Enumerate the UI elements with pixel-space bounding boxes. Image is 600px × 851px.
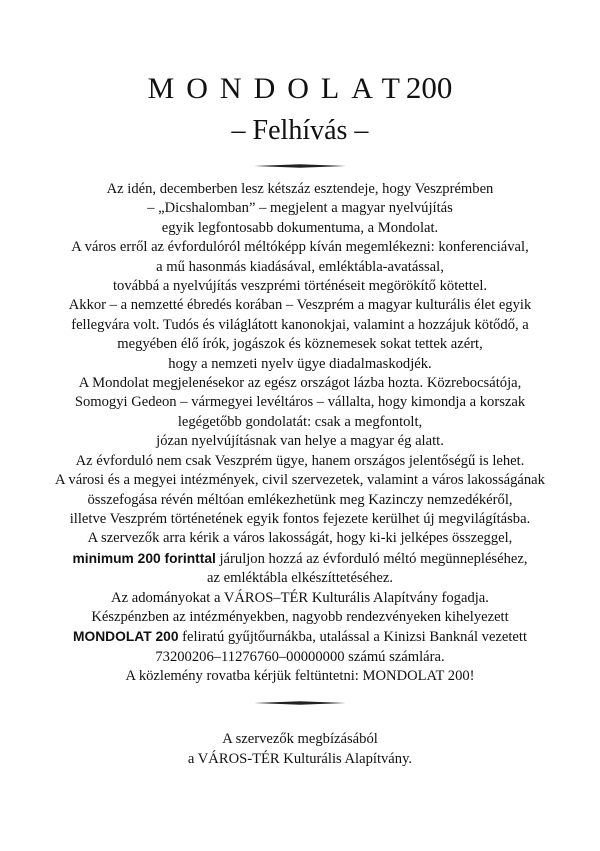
body-line: legégetőbb gondolatát: csak a megfontolt,	[177, 413, 423, 430]
title-number: 200	[405, 70, 453, 105]
body-line: Akkor – a nemzetté ébredés korában – Veszprém a magyar kulturális élet egyik	[68, 297, 532, 314]
body-line: Az évforduló nem csak Veszprém ügye, hanem országos jelentőségű is lehet.	[75, 452, 525, 469]
body-line: A Mondolat megjelenésekor az egész országot lázba hozta. Közrebocsátója,	[78, 375, 522, 392]
body-line: A város erről az évfordulóról méltóképp kíván megemlékezni: konferenciával,	[71, 239, 529, 256]
ornamental-divider-bottom	[254, 701, 346, 705]
document-subtitle: – Felhívás –	[231, 115, 369, 146]
signature-block	[0, 729, 600, 769]
body-line: összefogása révén méltóan emlékezhetünk meg Kazinczy nemzedékéről,	[87, 491, 513, 508]
title-word: MONDOLAT	[147, 72, 412, 105]
body-line: Készpénzben az intézményekben, nagyobb rendezvényeken kihelyezett	[91, 608, 509, 625]
body-line: a mű hasonmás kiadásával, emléktábla-avatással,	[156, 258, 444, 275]
body-line: Az adományokat a VÁROS–TÉR Kulturális Alapítvány fogadja.	[111, 589, 489, 606]
bank-account-line: 73200206–11276760–00000000 számú számlára.	[155, 648, 445, 665]
appeal-body	[0, 180, 600, 687]
body-line: józan nyelvújításnak van helye a magyar ég alatt.	[156, 433, 444, 450]
signature-line-1: A szervezők megbízásából	[222, 731, 378, 747]
body-line: illetve Veszprém történetének egyik fontos fejezete kerülhet új megvilágításba.	[69, 510, 531, 527]
collection-box-rest: feliratú gyűjtőurnákba, utalással a Kinizsi Banknál vezetett	[178, 629, 528, 646]
body-line: A szervezők arra kérik a város lakosságát, hogy ki-ki jelképes összeggel,	[87, 530, 513, 547]
ornamental-divider-top	[254, 164, 346, 168]
minimum-amount-bold: minimum 200 forinttal	[72, 550, 216, 566]
body-line: A városi és a megyei intézmények, civil szervezetek, valamint a város lakosságának	[55, 472, 545, 489]
closing-line: A közlemény rovatba kérjük feltüntetni: MONDOLAT 200!	[125, 668, 475, 685]
body-line: – „Dicshalomban” – megjelent a magyar nyelvújítás	[147, 200, 453, 217]
signature-line-2: a VÁROS-TÉR Kulturális Alapítvány.	[187, 751, 413, 767]
minimum-amount-rest: járuljon hozzá az évforduló méltó megünnepléséhez,	[215, 550, 528, 567]
body-line: megyében élő írók, jogászok és köznemesek sokat tettek azért,	[117, 336, 483, 353]
body-line: fellegvára volt. Tudós és világlátott kanonokjai, valamint a hozzájuk kötődő, a	[71, 316, 529, 333]
body-line-collection-box	[0, 627, 600, 647]
document-title	[0, 68, 600, 114]
body-line: az emléktábla elkészíttetéséhez.	[207, 570, 393, 587]
body-line: egyik legfontosabb dokumentuma, a Mondolat.	[161, 219, 439, 236]
body-line: Somogyi Gedeon – vármegyei levéltáros – vállalta, hogy kimondja a korszak	[74, 394, 526, 411]
body-line-minimum	[0, 549, 600, 569]
body-line: hogy a nemzeti nyelv ügye diadalmaskodjék.	[168, 355, 432, 372]
body-line: továbbá a nyelvújítás veszprémi történéseit megörökítő kötettel.	[112, 278, 488, 295]
collection-box-label-bold: MONDOLAT 200	[72, 629, 179, 645]
body-line: Az idén, decemberben lesz kétszáz esztendeje, hogy Veszprémben	[106, 181, 494, 197]
